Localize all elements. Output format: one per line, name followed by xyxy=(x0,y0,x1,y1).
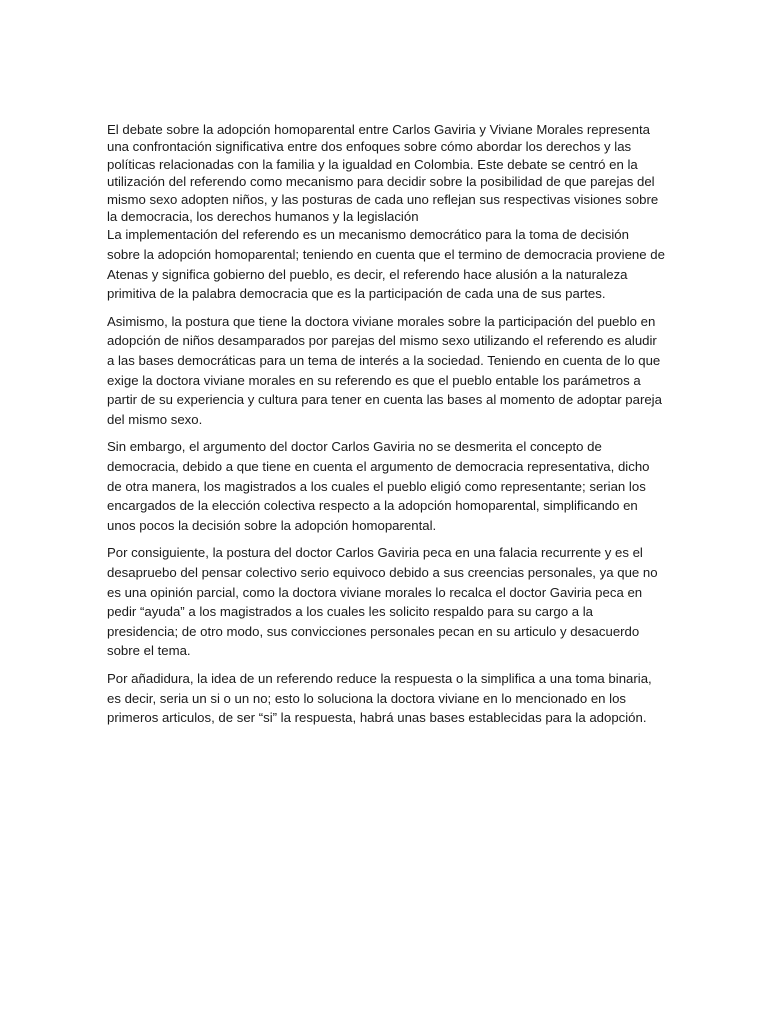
body-paragraph-5: Por añadidura, la idea de un referendo reduce la respuesta o la simplifica a una toma binaria, es decir, seria un si o un no; esto lo soluciona la doctora viviane en lo mencionado en los primeros articulos, de ser “si” la respuesta, habrá unas bases establecidas para la adopción. xyxy=(107,670,652,726)
body-paragraph-2: Asimismo, la postura que tiene la doctora viviane morales sobre la participación del pueblo en adopción de niños desamparados por parejas del mismo sexo utilizando el referendo es aludir a las bases democráticas para un tema de interés a la sociedad. Teniendo en cuenta de lo que exige la doctora viviane morales en su referendo es que el pueblo entable los parámetros a partir de su experiencia y cultura para tener en cuenta las bases al momento de adoptar pareja del mismo sexo. xyxy=(107,313,662,427)
body-paragraph-4: Por consiguiente, la postura del doctor Carlos Gaviria peca en una falacia recurrente y es el desapruebo del pensar colectivo serio equivoco debido a sus creencias personales, ya que no es una opinión parcial, como la doctora viviane morales lo recalca el doctor Gaviria peca en pedir “ayuda” a los magistrados a los cuales les solicito respaldo para su cargo a la presidencia; de otro modo, sus convicciones personales pecan en su articulo y desacuerdo sobre el tema. xyxy=(107,545,658,659)
document-body xyxy=(107,121,665,736)
intro-paragraph: El debate sobre la adopción homoparental entre Carlos Gaviria y Viviane Morales representa una confrontación significativa entre dos enfoques sobre cómo abordar los derechos y las políticas relacionadas con la familia y la igualdad en Colombia. Este debate se centró en la utilización del referendo como mecanismo para decidir sobre la posibilidad de que parejas del mismo sexo adopten niños, y las posturas de cada uno reflejan sus respectivas visiones sobre la democracia, los derechos humanos y la legislación xyxy=(107,122,659,225)
body-paragraph-1: La implementación del referendo es un mecanismo democrático para la toma de decisión sobre la adopción homoparental; teniendo en cuenta que el termino de democracia proviene de Atenas y significa gobierno del pueblo, es decir, el referendo hace alusión a la naturaleza primitiva de la palabra democracia que es la participación de cada una de sus partes. xyxy=(107,227,665,302)
body-paragraph-3: Sin embargo, el argumento del doctor Carlos Gaviria no se desmerita el concepto de democracia, debido a que tiene en cuenta el argumento de democracia representativa, dicho de otra manera, los magistrados a los cuales el pueblo eligió como representante; serian los encargados de la elección colectiva respecto a la adopción homoparental, simplificando en unos pocos la decisión sobre la adopción homoparental. xyxy=(107,439,650,533)
